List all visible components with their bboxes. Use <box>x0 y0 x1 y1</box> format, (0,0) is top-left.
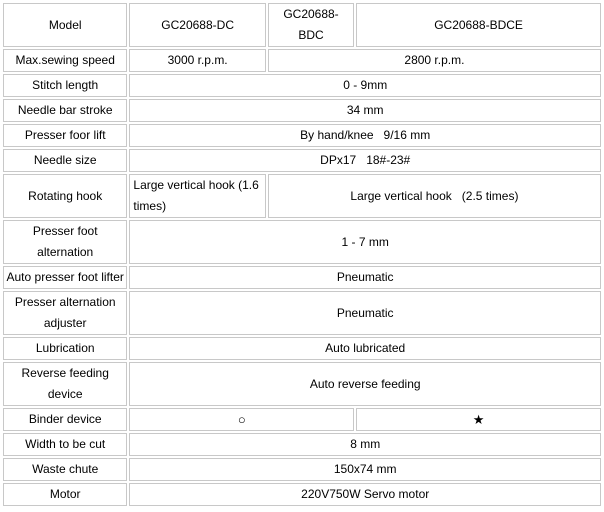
max-speed-bdc-bdce: 2800 r.p.m. <box>268 49 601 72</box>
table-row <box>3 362 601 406</box>
table-row <box>3 408 601 431</box>
auto-presser-foot-lifter-value: Pneumatic <box>129 266 601 289</box>
row-label-lubrication: Lubrication <box>3 337 127 360</box>
table-row <box>3 458 601 481</box>
spec-table <box>1 1 603 508</box>
row-label-width-to-be-cut: Width to be cut <box>3 433 127 456</box>
lubrication-value: Auto lubricated <box>129 337 601 360</box>
needle-bar-stroke-value: 34 mm <box>129 99 601 122</box>
row-label-rotating-hook: Rotating hook <box>3 174 127 218</box>
row-label-needle-bar-stroke: Needle bar stroke <box>3 99 127 122</box>
presser-alternation-adjuster-value: Pneumatic <box>129 291 601 335</box>
presser-foot-alternation-value: 1 - 7 mm <box>129 220 601 264</box>
row-label-auto-presser-foot-lifter: Auto presser foot lifter <box>3 266 127 289</box>
row-label-reverse-feeding-device: Reverse feeding device <box>3 362 127 406</box>
table-row <box>3 174 601 218</box>
row-label-presser-alternation-adjuster: Presser alternation adjuster <box>3 291 127 335</box>
row-label-presser-foot-lift: Presser foor lift <box>3 124 127 147</box>
stitch-length-value: 0 - 9mm <box>129 74 601 97</box>
binder-device-bdce: ★ <box>356 408 601 431</box>
table-row <box>3 483 601 506</box>
table-row <box>3 266 601 289</box>
table-row <box>3 74 601 97</box>
table-row <box>3 433 601 456</box>
table-row <box>3 337 601 360</box>
model-cell-dc: GC20688-DC <box>129 3 265 47</box>
table-row <box>3 149 601 172</box>
row-label-binder-device: Binder device <box>3 408 127 431</box>
motor-value: 220V750W Servo motor <box>129 483 601 506</box>
model-cell-bdce: GC20688-BDCE <box>356 3 601 47</box>
needle-size-value: DPx17 18#-23# <box>129 149 601 172</box>
table-row <box>3 291 601 335</box>
table-row <box>3 99 601 122</box>
row-label-stitch-length: Stitch length <box>3 74 127 97</box>
max-speed-dc: 3000 r.p.m. <box>129 49 265 72</box>
waste-chute-value: 150x74 mm <box>129 458 601 481</box>
row-label-waste-chute: Waste chute <box>3 458 127 481</box>
presser-foot-lift-value: By hand/knee 9/16 mm <box>129 124 601 147</box>
table-row <box>3 220 601 264</box>
row-label-presser-foot-alternation: Presser foot alternation <box>3 220 127 264</box>
row-label-model: Model <box>3 3 127 47</box>
row-label-needle-size: Needle size <box>3 149 127 172</box>
width-to-be-cut-value: 8 mm <box>129 433 601 456</box>
row-label-motor: Motor <box>3 483 127 506</box>
reverse-feeding-device-value: Auto reverse feeding <box>129 362 601 406</box>
rotating-hook-bdc-bdce: Large vertical hook (2.5 times) <box>268 174 601 218</box>
table-row <box>3 3 601 47</box>
table-row <box>3 124 601 147</box>
model-cell-bdc: GC20688-BDC <box>268 3 354 47</box>
binder-device-dc-bdc: ○ <box>129 408 354 431</box>
row-label-max-speed: Max.sewing speed <box>3 49 127 72</box>
table-row <box>3 49 601 72</box>
rotating-hook-dc: Large vertical hook (1.6 times) <box>129 174 265 218</box>
